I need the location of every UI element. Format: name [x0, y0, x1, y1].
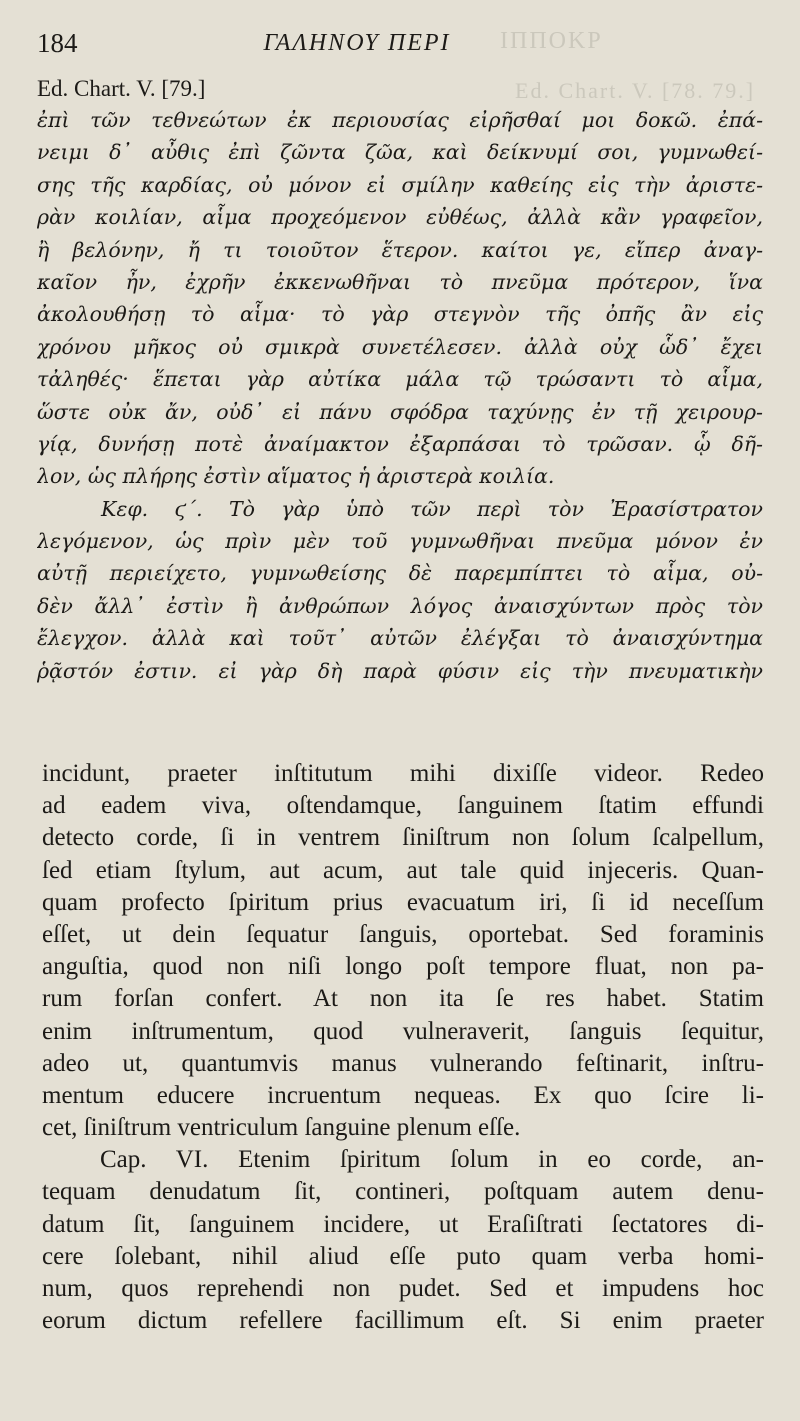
latin-line: detecto corde, ſi in ventrem ſiniſtrum non ſolum ſcalpellum, [42, 824, 764, 852]
latin-line: ad eadem viva, oſtendamque, ſanguinem ſtatim effundi [42, 792, 764, 820]
greek-line: ἐπὶ τῶν τεθνεώτων ἐκ περιουσίας εἰρῆσθαί μοι δοκῶ. ἐπά- [37, 108, 763, 132]
latin-line: cet, ſiniſtrum ventriculum ſanguine plenum eſſe. [42, 1114, 521, 1142]
greek-line: σης τῆς καρδίας, οὐ μόνον εἰ σμίλην καθείης εἰς τὴν ἀριστε- [37, 172, 763, 197]
latin-line: adeo ut, quantumvis manus vulnerando feſtinarit, inſtru- [42, 1049, 764, 1077]
greek-line: αὐτῇ περιείχετο, γυμνωθείσης δὲ παρεμπίπτει τὸ αἷμα, οὐ- [37, 561, 763, 586]
greek-line: νειμι δ᾿ αὖθις ἐπὶ ζῶντα ζῶα, καὶ δείκνυμί σοι, γυμνωθεί- [37, 140, 763, 165]
page-header [37, 28, 767, 68]
latin-line: eſſet, ut dein ſequatur ſanguis, oportebat. Sed foraminis [42, 920, 764, 948]
latin-line: quam profecto ſpiritum prius evacuatum iri, ſi id neceſſum [42, 888, 764, 916]
greek-chapter-start: Κεφ. ϛ΄. Τὸ γὰρ ὑπὸ τῶν περὶ τὸν Ἐρασίστρατον [101, 496, 763, 521]
latin-line: cere ſolebant, nihil aliud eſſe puto quam verba homi- [42, 1242, 764, 1270]
greek-line: ὥστε οὐκ ἄν, οὐδ᾿ εἰ πάνυ σφόδρα ταχύνῃς ἐν τῇ χειρουρ- [37, 399, 763, 424]
greek-line: δὲν ἄλλ᾿ ἐστὶν ἢ ἀνθρώπων λόγος ἀναισχύντων πρὸς τὸν [37, 593, 763, 618]
edition-reference: Ed. Chart. V. [79.] [37, 76, 206, 101]
latin-line: eorum dictum refellere facillimum eſt. Si enim praeter [42, 1307, 764, 1335]
greek-line: ρὰν κοιλίαν, αἷμα προχεόμενον εὐθέως, ἀλλὰ κἂν γραφεῖον, [37, 205, 763, 230]
bleed-through-text: ΙΠΠΟΚΡ [500, 28, 603, 54]
greek-line: καῖον ἦν, ἐχρῆν ἐκκενωθῆναι τὸ πνεῦμα πρότερον, ἵνα [37, 269, 763, 294]
greek-line: λον, ὡς πλήρης ἐστὶν αἵματος ἡ ἀριστερὰ κοιλία. [37, 464, 555, 489]
latin-line: ſed etiam ſtylum, aut acum, aut tale quid injeceris. Quan- [42, 856, 764, 884]
greek-line: ἀκολουθήσῃ τὸ αἷμα· τὸ γὰρ στεγνὸν τῆς ὀπῆς ἂν εἰς [37, 302, 763, 327]
greek-line: τἀληθές· ἕπεται γὰρ αὐτίκα μάλα τῷ τρώσαντι τὸ αἷμα, [37, 367, 763, 392]
greek-text-block [37, 104, 763, 687]
running-head: ΓΑΛΗΝΟΥ ΠΕΡΙ [263, 30, 451, 56]
latin-line: rum forſan confert. At non ita ſe res habet. Statim [42, 985, 764, 1013]
greek-line: ἢ βελόνην, ἤ τι τοιοῦτον ἕτερον. καίτοι γε, εἴπερ ἀναγ- [37, 237, 763, 262]
latin-line: incidunt, praeter inſtitutum mihi dixiſſe videor. Redeo [42, 760, 764, 787]
greek-line: ἔλεγχον. ἀλλὰ καὶ τοῦτ᾿ αὐτῶν ἐλέγξαι τὸ ἀναισχύντημα [37, 626, 763, 651]
latin-line: anguſtia, quod non niſi longo poſt tempore fluat, non pa- [42, 953, 764, 981]
page-number: 184 [37, 28, 78, 58]
latin-line: mentum educere incruentum nequeas. Ex quo ſcire li- [42, 1081, 764, 1109]
latin-line: enim inſtrumentum, quod vulneraverit, ſanguis ſequitur, [42, 1017, 764, 1045]
greek-line: ῥᾷστόν ἐστιν. εἰ γὰρ δὴ παρὰ φύσιν εἰς τὴν πνευματικὴν [37, 658, 763, 683]
latin-line: tequam denudatum ſit, contineri, poſtquam autem denu- [42, 1178, 764, 1206]
greek-line: λεγόμενον, ὡς πρὶν μὲν τοῦ γυμνωθῆναι πνεῦμα μόνον ἐν [37, 529, 763, 554]
greek-line: χρόνου μῆκος οὐ σμικρὰ συνετέλεσεν. ἀλλὰ οὐχ ὧδ᾿ ἔχει [37, 334, 763, 359]
latin-line: num, quos reprehendi non pudet. Sed et impudens hoc [42, 1275, 764, 1302]
bleed-through-text: Ed. Chart. V. [78. 79.] [515, 78, 756, 103]
latin-chapter-start: Cap. VI. Etenim ſpiritum ſolum in eo corde, an- [100, 1146, 764, 1174]
latin-line: datum ſit, ſanguinem incidere, ut Eraſiſtrati ſectatores di- [42, 1210, 764, 1238]
greek-line: γίᾳ, δυνήσῃ ποτὲ ἀναίμακτον ἐξαρπάσαι τὸ τρῶσαν. ᾧ δῆ- [37, 431, 763, 456]
latin-text-block [42, 758, 764, 1337]
